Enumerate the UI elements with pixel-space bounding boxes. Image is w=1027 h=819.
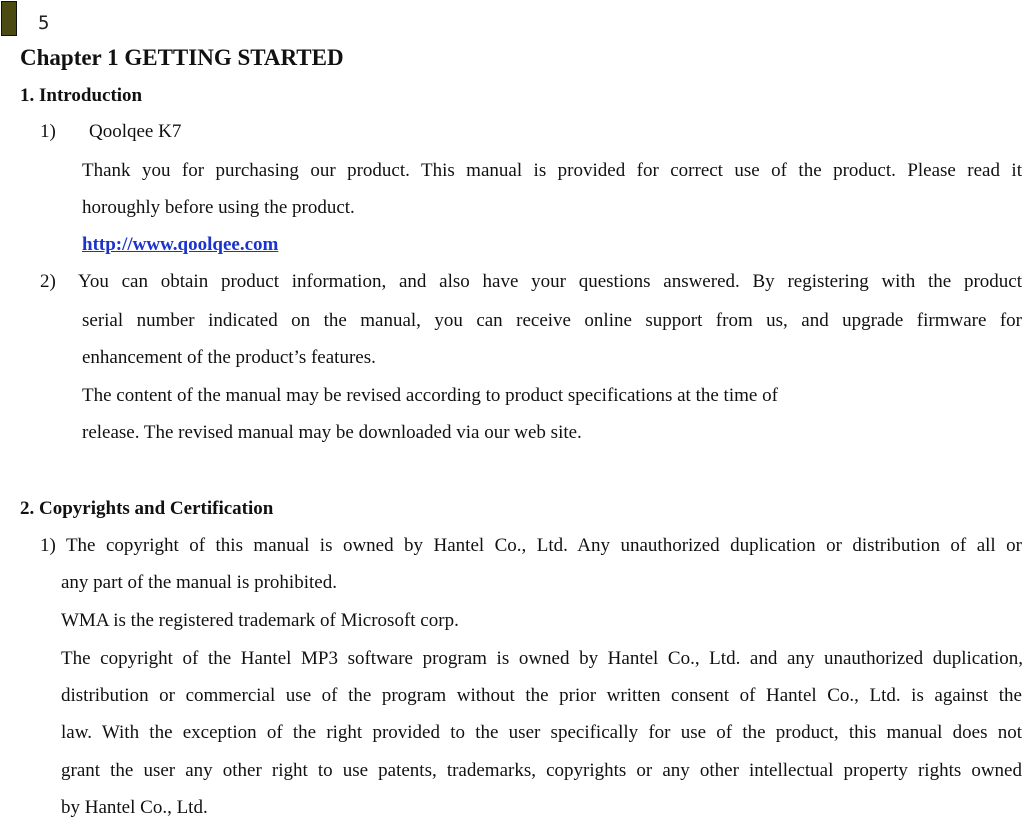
intro-item1 xyxy=(40,121,181,143)
website-link[interactable]: http://www.qoolqee.com xyxy=(82,234,279,255)
page-number: 5 xyxy=(38,12,50,34)
intro-item2-number: 2) xyxy=(40,271,56,292)
intro-item2-text-line3: enhancement of the product’s features. xyxy=(82,347,376,368)
copyrights-heading: 2. Copyrights and Certification xyxy=(20,498,274,519)
introduction-heading: 1. Introduction xyxy=(20,85,143,106)
intro-item2-text-line4: The content of the manual may be revised according to product specifications at the time of xyxy=(82,385,778,406)
intro-item1-paragraph-line1: Thank you for purchasing our product. This manual is provided for correct use of the product. Please read it xyxy=(82,160,1022,181)
intro-item1-paragraph-line2: horoughly before using the product. xyxy=(82,197,355,218)
page-marker-block xyxy=(1,1,17,36)
copyright-line8: by Hantel Co., Ltd. xyxy=(61,797,208,818)
copyright-line6: law. With the exception of the right provided to the user specifically for use of the product, this manual does not xyxy=(61,722,1022,743)
intro-item2-text-line2: serial number indicated on the manual, you can receive online support from us, and upgrade firmware for xyxy=(82,310,1022,331)
intro-item1-label: Qoolqee K7 xyxy=(89,121,182,142)
intro-item2-line1 xyxy=(40,271,1022,293)
intro-item1-number: 1) xyxy=(40,121,56,142)
copyright-line1: 1) The copyright of this manual is owned by Hantel Co., Ltd. Any unauthorized duplication or distribution of all or xyxy=(40,535,1022,556)
copyright-line2: any part of the manual is prohibited. xyxy=(61,572,337,593)
intro-item2-text-line5: release. The revised manual may be downloaded via our web site. xyxy=(82,422,582,443)
website-link-line xyxy=(82,234,278,256)
copyright-line5: distribution or commercial use of the program without the prior written consent of Hantel Co., Ltd. is against the xyxy=(61,685,1022,706)
copyright-line4: The copyright of the Hantel MP3 software program is owned by Hantel Co., Ltd. and any unauthorized duplication, xyxy=(61,648,1023,669)
copyright-line3: WMA is the registered trademark of Microsoft corp. xyxy=(61,610,459,631)
intro-item2-text-line1: You can obtain product information, and also have your questions answered. By registering with the product xyxy=(78,271,1022,292)
copyright-line7: grant the user any other right to use patents, trademarks, copyrights or any other intellectual property rights owned xyxy=(61,760,1022,781)
chapter-title: Chapter 1 GETTING STARTED xyxy=(20,45,344,70)
